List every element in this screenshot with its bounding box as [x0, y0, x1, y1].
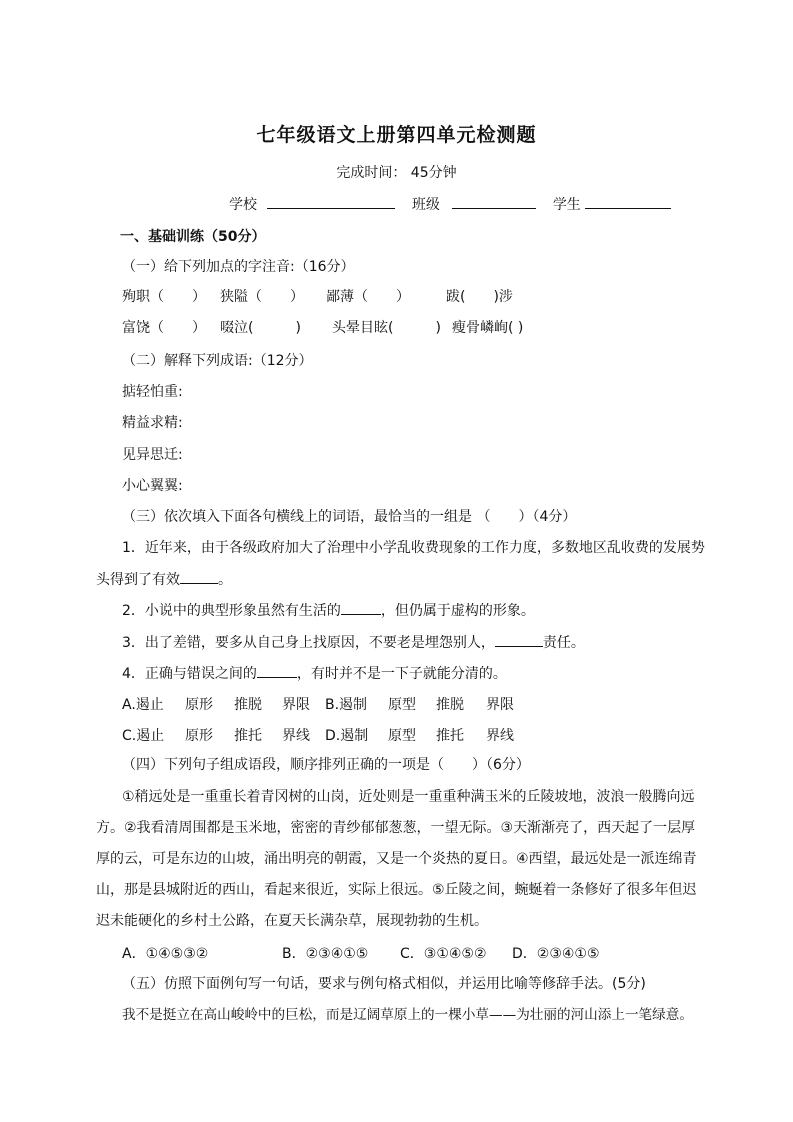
q1-item-4: 跋( )涉	[446, 289, 513, 305]
q3-opt-b-2: 原型	[388, 697, 416, 713]
q3-sentence-2	[122, 600, 535, 621]
q1-item-8: 瘦骨嶙峋( )	[452, 320, 524, 336]
page-title: 七年级语文上册第四单元检测题	[256, 124, 537, 146]
q1-item-6: 啜泣( )	[220, 320, 301, 336]
q3-opt-d-4: 界线	[486, 728, 514, 744]
q1-item-2: 狭隘（ ）	[220, 289, 304, 305]
q3-opt-d-3: 推托	[436, 728, 464, 744]
q3-opt-a-4: 界限	[282, 697, 310, 713]
q3-blank-1[interactable]	[180, 569, 218, 584]
q3-s2-text: 2．小说中的典型形象虽然有生活的	[122, 603, 341, 619]
q4-line-1: ①稍远处是一重重长着青冈树的山岗，近处则是一重重种满玉米的丘陵坡地，波浪一般腾向远	[122, 789, 695, 805]
q3-opt-a-3: 推脱	[234, 697, 262, 713]
q3-sentence-4	[122, 663, 507, 684]
q2-item-2: 精益求精:	[122, 415, 183, 431]
q3-sentence-1b	[96, 569, 232, 590]
q1-item-5: 富饶（ ）	[122, 320, 206, 336]
q3-s1-text: 头得到了有效	[96, 572, 180, 588]
q3-blank-2[interactable]	[341, 600, 381, 615]
class-label: 班级	[411, 197, 440, 213]
q3-opt-a-1: A.遏止	[122, 697, 164, 713]
q3-opt-a-2: 原形	[185, 697, 213, 713]
q3-s3-end: 责任。	[542, 635, 585, 651]
q3-opt-b-4: 界限	[486, 697, 514, 713]
q3-opt-c-4: 界线	[282, 728, 310, 744]
q4-line-3: 厚的云，可是东边的山坡，涌出明亮的朝霞，又是一个炎热的夏日。④西望，最远处是一派连绵青	[96, 851, 697, 867]
q1-heading: （一）给下列加点的字注音:（16分）	[122, 259, 355, 275]
q4-line-2: 方。②我看清周围都是玉米地，密密的青纱郁郁葱葱，一望无际。③天渐渐亮了，西天起了一层厚	[96, 820, 696, 836]
q2-item-1: 掂轻怕重:	[122, 384, 183, 400]
q3-sentence-3	[122, 632, 585, 653]
q3-s4-end: ，有时并不是一下子就能分清的。	[296, 666, 507, 682]
student-label: 学生	[552, 197, 581, 213]
q3-blank-3[interactable]	[495, 632, 543, 647]
q3-opt-b-3: 推脱	[436, 697, 464, 713]
q2-item-4: 小心翼翼:	[122, 478, 183, 494]
q2-item-3: 见异思迁:	[122, 447, 183, 463]
q3-heading: （三）依次填入下面各句横线上的词语，最恰当的一组是 （ ）（4分）	[122, 509, 577, 525]
q3-opt-c-2: 原形	[185, 728, 213, 744]
q2-heading: （二）解释下列成语:（12分）	[122, 353, 313, 369]
q4-option-a: A．①④⑤③②	[122, 946, 209, 962]
q4-option-c: C．③①④⑤②	[400, 946, 487, 962]
q1-item-7: 头晕目眩( )	[332, 320, 441, 336]
q3-opt-d-2: 原型	[388, 728, 416, 744]
q5-example: 我不是挺立在高山峻岭中的巨松，而是辽阔草原上的一棵小草——为壮丽的河山添上一笔绿意。	[122, 1007, 693, 1023]
q5-heading: （五）仿照下面例句写一句话，要求与例句格式相似，并运用比喻等修辞手法。(5分)	[122, 976, 646, 992]
q3-s2-end: ，但仍属于虚构的形象。	[380, 603, 535, 619]
q4-option-d: D．②③④①⑤	[512, 946, 600, 962]
q3-opt-c-1: C.遏止	[122, 728, 165, 744]
q1-item-3: 鄙薄（ ）	[326, 289, 410, 305]
school-label: 学校	[229, 197, 257, 213]
class-field[interactable]	[452, 194, 536, 209]
q4-line-5: 迟未能硬化的乡村土公路，在夏天长满杂草，展现勃勃的生机。	[96, 913, 488, 929]
q3-s1-end: 。	[218, 572, 232, 588]
section-basic-training: 一、基础训练（50分）	[120, 229, 266, 245]
q1-item-1: 殉职（ ）	[122, 289, 206, 305]
q3-opt-c-3: 推托	[234, 728, 262, 744]
student-field[interactable]	[585, 194, 671, 209]
q4-line-4: 山，那是县城附近的西山，看起来很近，实际上很远。⑤丘陵之间，蜿蜒着一条修好了很多年但迟	[96, 882, 697, 898]
q3-opt-d-1: D.遏制	[325, 728, 369, 744]
q4-option-b: B．②③④①⑤	[282, 946, 369, 962]
school-field[interactable]	[267, 194, 395, 209]
q3-s3-text: 3．出了差错，要多从自己身上找原因，不要老是埋怨别人，	[122, 635, 495, 651]
time-label: 完成时间： 45分钟	[336, 165, 457, 181]
q3-s4-text: 4．正确与错误之间的	[122, 666, 257, 682]
student-info-row	[229, 194, 671, 215]
q4-heading: （四）下列句子组成语段，顺序排列正确的一项是（ ）（6分）	[122, 757, 530, 773]
q3-blank-4[interactable]	[257, 663, 297, 678]
q3-sentence-1a: 1．近年来，由于各级政府加大了治理中小学乱收费现象的工作力度，多数地区乱收费的发展势	[122, 540, 705, 556]
q3-opt-b-1: B.遏制	[325, 697, 368, 713]
